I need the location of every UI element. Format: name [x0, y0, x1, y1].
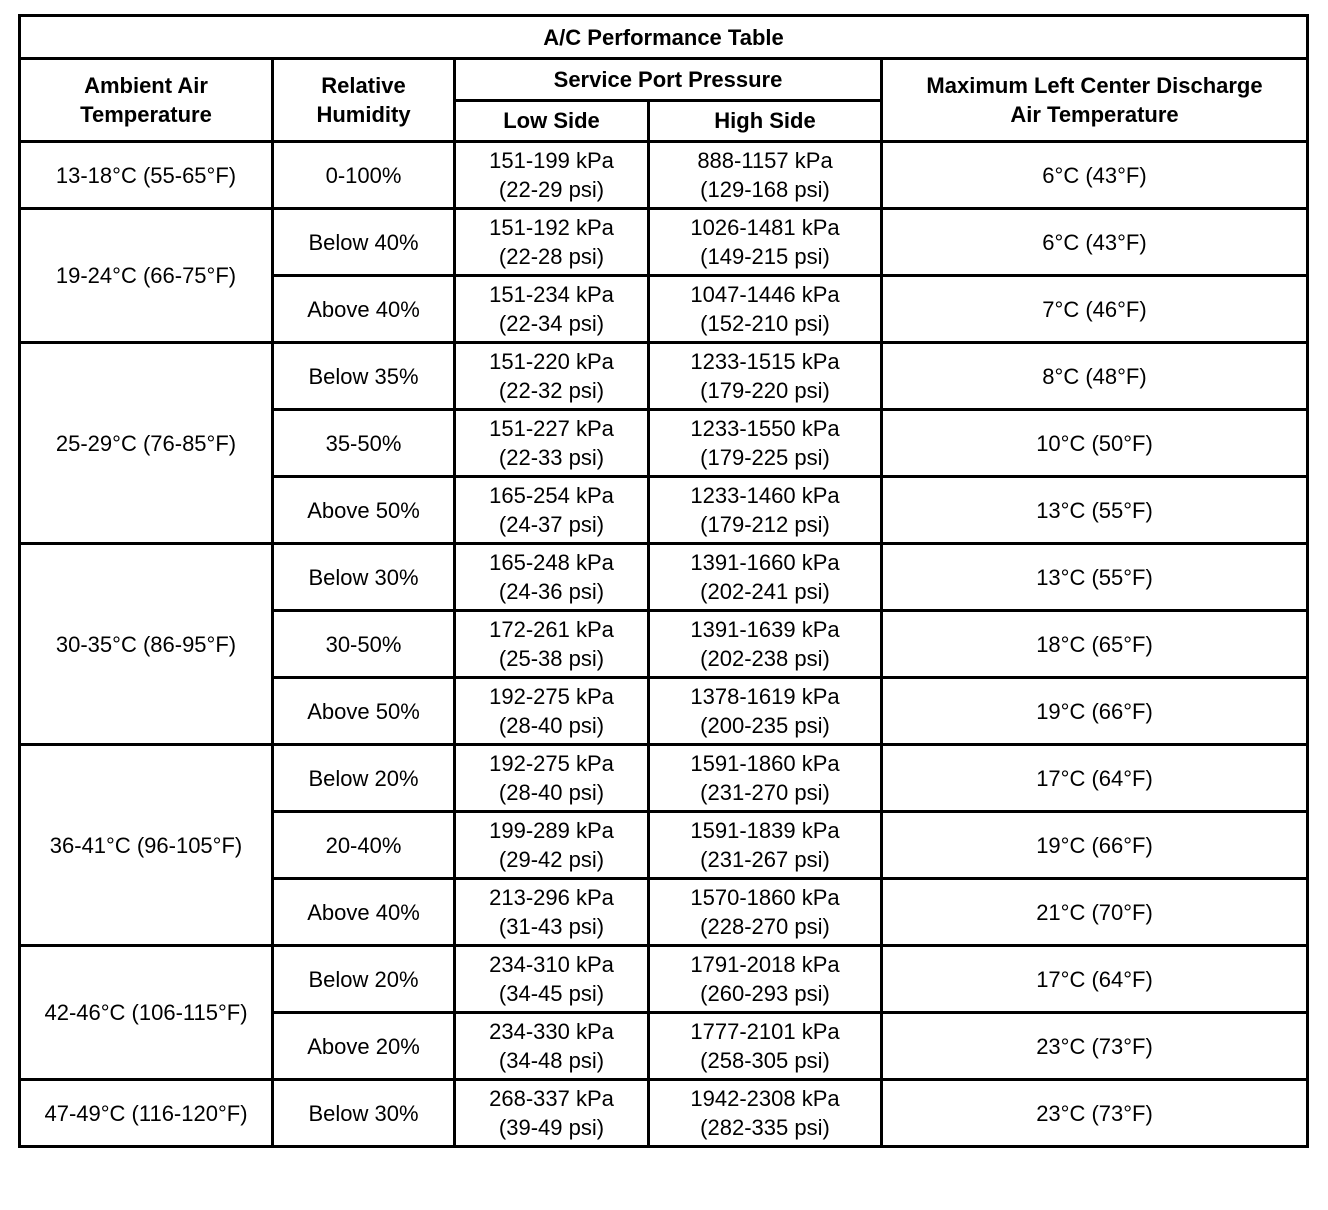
high-side-kpa: 1591-1860 kPa — [690, 751, 840, 776]
relative-humidity-cell: Below 40% — [273, 209, 455, 276]
table-row — [20, 544, 1308, 611]
relative-humidity-cell: Below 30% — [273, 544, 455, 611]
low-side-psi: (25-38 psi) — [498, 646, 605, 671]
header-high-side: High Side — [649, 100, 882, 142]
high-side-psi: (231-270 psi) — [700, 780, 830, 805]
relative-humidity-cell: Above 40% — [273, 879, 455, 946]
low-side-pressure-cell — [455, 1080, 649, 1147]
high-side-pressure-cell — [649, 678, 882, 745]
ambient-temperature-cell: 25-29°C (76-85°F) — [20, 343, 273, 544]
relative-humidity-cell: Below 20% — [273, 946, 455, 1013]
low-side-kpa: 268-337 kPa — [489, 1086, 614, 1111]
discharge-air-temperature-cell: 10°C (50°F) — [882, 410, 1308, 477]
low-side-psi: (29-42 psi) — [498, 847, 605, 872]
high-side-pressure-cell — [649, 879, 882, 946]
ambient-temperature-cell: 36-41°C (96-105°F) — [20, 745, 273, 946]
high-side-pressure-cell — [649, 477, 882, 544]
high-side-psi: (149-215 psi) — [700, 244, 830, 269]
high-side-kpa: 1591-1839 kPa — [690, 818, 840, 843]
high-side-kpa: 1391-1639 kPa — [690, 617, 840, 642]
high-side-psi: (202-238 psi) — [700, 646, 830, 671]
high-side-pressure-cell — [649, 410, 882, 477]
discharge-air-temperature-cell: 17°C (64°F) — [882, 745, 1308, 812]
discharge-air-temperature-cell: 23°C (73°F) — [882, 1080, 1308, 1147]
high-side-psi: (179-212 psi) — [700, 512, 830, 537]
low-side-psi: (22-33 psi) — [498, 445, 605, 470]
high-side-pressure-cell — [649, 276, 882, 343]
high-side-pressure-cell — [649, 745, 882, 812]
high-side-psi: (228-270 psi) — [700, 914, 830, 939]
high-side-pressure-cell — [649, 812, 882, 879]
table-row — [20, 1080, 1308, 1147]
high-side-psi: (179-225 psi) — [700, 445, 830, 470]
relative-humidity-cell: Above 50% — [273, 678, 455, 745]
low-side-pressure-cell — [455, 343, 649, 410]
relative-humidity-cell: Above 20% — [273, 1013, 455, 1080]
discharge-air-temperature-cell: 7°C (46°F) — [882, 276, 1308, 343]
relative-humidity-cell: Below 20% — [273, 745, 455, 812]
low-side-pressure-cell — [455, 678, 649, 745]
high-side-psi: (231-267 psi) — [700, 847, 830, 872]
low-side-psi: (24-36 psi) — [498, 579, 605, 604]
low-side-kpa: 151-199 kPa — [489, 148, 614, 173]
table-row — [20, 946, 1308, 1013]
low-side-kpa: 151-192 kPa — [489, 215, 614, 240]
low-side-pressure-cell — [455, 879, 649, 946]
high-side-kpa: 1233-1550 kPa — [690, 416, 840, 441]
low-side-pressure-cell — [455, 946, 649, 1013]
low-side-pressure-cell — [455, 276, 649, 343]
low-side-pressure-cell — [455, 142, 649, 209]
relative-humidity-cell: 30-50% — [273, 611, 455, 678]
header-service-port-pressure: Service Port Pressure — [455, 59, 882, 101]
high-side-pressure-cell — [649, 1080, 882, 1147]
relative-humidity-cell: 0-100% — [273, 142, 455, 209]
low-side-pressure-cell — [455, 209, 649, 276]
table-body — [20, 142, 1308, 1147]
low-side-psi: (28-40 psi) — [498, 780, 605, 805]
high-side-pressure-cell — [649, 343, 882, 410]
table-row — [20, 209, 1308, 276]
ambient-temperature-cell: 13-18°C (55-65°F) — [20, 142, 273, 209]
high-side-kpa: 1233-1460 kPa — [690, 483, 840, 508]
discharge-air-temperature-cell: 17°C (64°F) — [882, 946, 1308, 1013]
high-side-kpa: 1942-2308 kPa — [690, 1086, 840, 1111]
ambient-temperature-cell: 42-46°C (106-115°F) — [20, 946, 273, 1080]
high-side-psi: (258-305 psi) — [700, 1048, 830, 1073]
discharge-air-temperature-cell: 21°C (70°F) — [882, 879, 1308, 946]
high-side-kpa: 1047-1446 kPa — [690, 282, 840, 307]
low-side-psi: (22-29 psi) — [498, 177, 605, 202]
header-low-side: Low Side — [455, 100, 649, 142]
high-side-kpa: 1233-1515 kPa — [690, 349, 840, 374]
high-side-pressure-cell — [649, 142, 882, 209]
header-relative-humidity: Relative Humidity — [273, 59, 455, 142]
relative-humidity-cell: Above 40% — [273, 276, 455, 343]
discharge-air-temperature-cell: 6°C (43°F) — [882, 142, 1308, 209]
high-side-psi: (282-335 psi) — [700, 1115, 830, 1140]
high-side-psi: (200-235 psi) — [700, 713, 830, 738]
high-side-kpa: 888-1157 kPa — [697, 148, 833, 173]
header-discharge-air-temperature: Maximum Left Center Discharge Air Temperature — [882, 59, 1308, 142]
low-side-pressure-cell — [455, 410, 649, 477]
relative-humidity-cell: 35-50% — [273, 410, 455, 477]
low-side-psi: (39-49 psi) — [498, 1115, 605, 1140]
high-side-psi: (152-210 psi) — [700, 311, 830, 336]
high-side-kpa: 1570-1860 kPa — [690, 885, 840, 910]
relative-humidity-cell: Above 50% — [273, 477, 455, 544]
low-side-pressure-cell — [455, 1013, 649, 1080]
discharge-air-temperature-cell: 8°C (48°F) — [882, 343, 1308, 410]
high-side-kpa: 1026-1481 kPa — [690, 215, 840, 240]
low-side-psi: (31-43 psi) — [498, 914, 605, 939]
high-side-psi: (129-168 psi) — [700, 177, 830, 202]
low-side-psi: (24-37 psi) — [498, 512, 605, 537]
low-side-kpa: 234-330 kPa — [489, 1019, 614, 1044]
high-side-pressure-cell — [649, 544, 882, 611]
table-row — [20, 142, 1308, 209]
discharge-air-temperature-cell: 6°C (43°F) — [882, 209, 1308, 276]
low-side-kpa: 151-220 kPa — [489, 349, 614, 374]
low-side-pressure-cell — [455, 544, 649, 611]
high-side-kpa: 1777-2101 kPa — [690, 1019, 840, 1044]
discharge-air-temperature-cell: 23°C (73°F) — [882, 1013, 1308, 1080]
ambient-temperature-cell: 19-24°C (66-75°F) — [20, 209, 273, 343]
low-side-pressure-cell — [455, 745, 649, 812]
table-row — [20, 745, 1308, 812]
high-side-psi: (179-220 psi) — [700, 378, 830, 403]
high-side-pressure-cell — [649, 946, 882, 1013]
high-side-kpa: 1391-1660 kPa — [690, 550, 840, 575]
relative-humidity-cell: Below 35% — [273, 343, 455, 410]
low-side-kpa: 234-310 kPa — [489, 952, 614, 977]
low-side-kpa: 165-248 kPa — [489, 550, 614, 575]
ambient-temperature-cell: 47-49°C (116-120°F) — [20, 1080, 273, 1147]
header-ambient-temperature: Ambient Air Temperature — [20, 59, 273, 142]
ambient-temperature-cell: 30-35°C (86-95°F) — [20, 544, 273, 745]
discharge-air-temperature-cell: 18°C (65°F) — [882, 611, 1308, 678]
high-side-pressure-cell — [649, 209, 882, 276]
low-side-kpa: 199-289 kPa — [489, 818, 614, 843]
low-side-kpa: 172-261 kPa — [489, 617, 614, 642]
low-side-kpa: 192-275 kPa — [489, 684, 614, 709]
relative-humidity-cell: Below 30% — [273, 1080, 455, 1147]
low-side-kpa: 151-227 kPa — [489, 416, 614, 441]
high-side-psi: (202-241 psi) — [700, 579, 830, 604]
table-row — [20, 343, 1308, 410]
high-side-psi: (260-293 psi) — [700, 981, 830, 1006]
high-side-kpa: 1791-2018 kPa — [690, 952, 840, 977]
low-side-psi: (34-48 psi) — [498, 1048, 605, 1073]
high-side-pressure-cell — [649, 611, 882, 678]
ac-performance-table — [18, 14, 1309, 1148]
low-side-psi: (22-28 psi) — [498, 244, 605, 269]
table-title: A/C Performance Table — [20, 16, 1308, 59]
low-side-kpa: 213-296 kPa — [489, 885, 614, 910]
discharge-air-temperature-cell: 19°C (66°F) — [882, 812, 1308, 879]
low-side-psi: (22-32 psi) — [498, 378, 605, 403]
discharge-air-temperature-cell: 13°C (55°F) — [882, 477, 1308, 544]
low-side-kpa: 192-275 kPa — [489, 751, 614, 776]
low-side-kpa: 151-234 kPa — [489, 282, 614, 307]
high-side-pressure-cell — [649, 1013, 882, 1080]
discharge-air-temperature-cell: 19°C (66°F) — [882, 678, 1308, 745]
low-side-pressure-cell — [455, 477, 649, 544]
low-side-kpa: 165-254 kPa — [489, 483, 614, 508]
low-side-psi: (22-34 psi) — [498, 311, 605, 336]
discharge-air-temperature-cell: 13°C (55°F) — [882, 544, 1308, 611]
low-side-psi: (28-40 psi) — [498, 713, 605, 738]
low-side-pressure-cell — [455, 611, 649, 678]
low-side-pressure-cell — [455, 812, 649, 879]
low-side-psi: (34-45 psi) — [498, 981, 605, 1006]
relative-humidity-cell: 20-40% — [273, 812, 455, 879]
high-side-kpa: 1378-1619 kPa — [690, 684, 840, 709]
